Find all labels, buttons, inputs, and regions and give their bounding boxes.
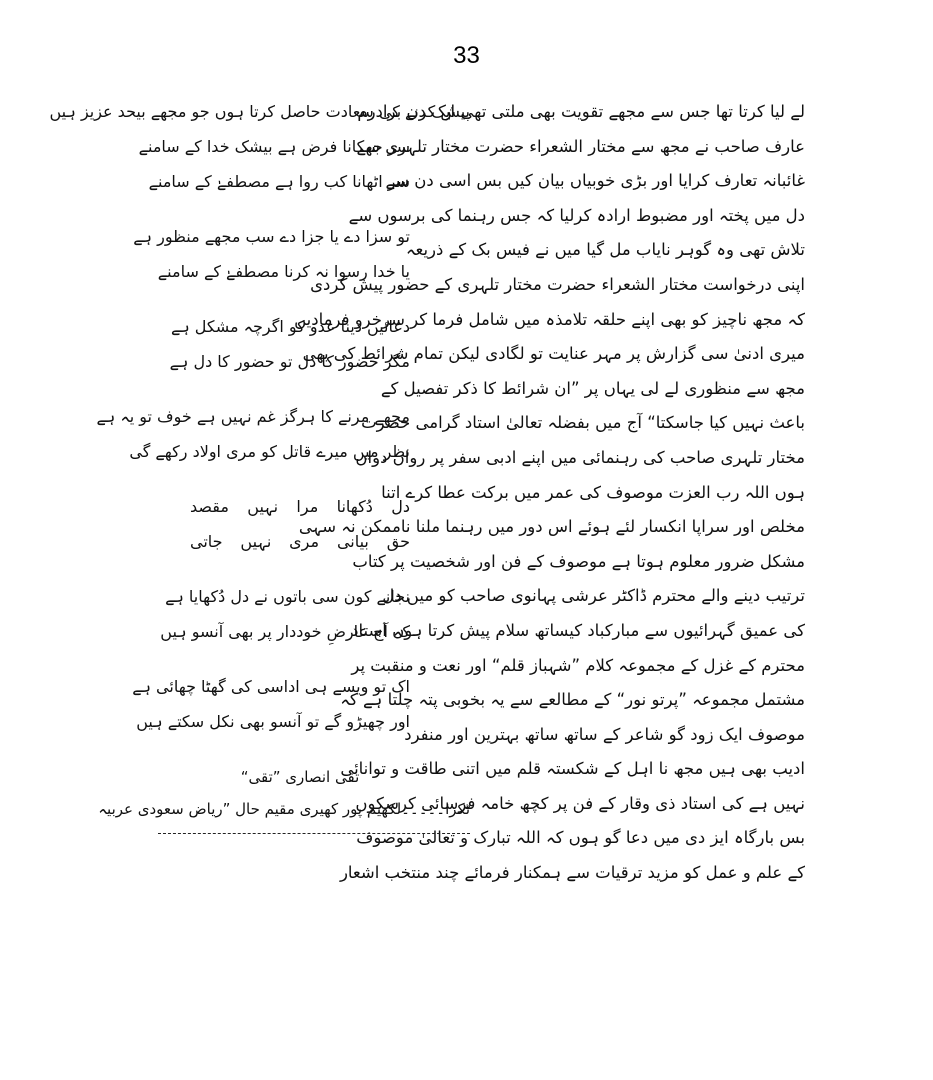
verse-line: سر اٹھانا کب روا ہے مصطفےٰ کے سامنے [148,172,410,191]
prose-line: مخلص اور سراپا انکسار لئے ہوئے اس دور میں رہنما ملنا ناممکن نہ سہی [298,517,805,537]
prose-line: ادیب بھی ہیں مجھ نا اہل کے شکستہ قلم میں اتنی طاقت و توانائی [340,759,805,779]
prose-line: بس بارگاہ ایز دی میں دعا گو ہوں کہ اللہ تبارک و تعالیٰ موصوف [356,828,805,848]
prose-line: نہیں ہے کی استاد ذی وقار کے فن پر کچھ خامہ فرسائی کرسکوں [355,793,805,813]
couplet [120,309,470,379]
prose-line: باعث نہیں کیا جاسکتا“ آج میں بفضلہ تعالیٰ استاد گرامی حضرت [361,413,805,433]
couplet [96,399,470,469]
prose-line: کہ مجھ ناچیز کو بھی اپنے حلقہ تلامذہ میں شامل فرما کر سرخرو فرمادیں [294,309,805,329]
page-number: 33 [453,42,480,69]
verse-line: سر جھکانا فرض ہے بیشک خدا کے سامنے [138,137,410,156]
prose-line: اپنی درخواست مختار الشعراء حضرت مختار تلہری کے حضور پیش کردی [310,274,805,294]
verse-line: اور چھیڑو گے تو آنسو بھی نکل سکتے ہیں [136,712,410,731]
verse-line: کہ آج عارضِ خوددار پر بھی آنسو ہیں [160,622,410,641]
prose-line: مشتمل مجموعہ ”پرتو نور“ کے مطالعے سے یہ بخوبی پتہ چلتا ہے کہ [340,690,805,710]
poetry-intro-line: پیش کرنے کی سعادت حاصل کرتا ہوں جو مجھے بیحد عزیز ہیں [49,102,470,121]
verse-line: حق بیانی مری نہیں جاتی [190,532,410,551]
author-address: ٹکرا۔۔۔۔۔لکھیم پور کھیری مقیم حال ”ریاض سعودی عربیہ [98,800,470,818]
prose-line: ترتیب دینے والے محترم ڈاکٹر عرشی پہانوی صاحب کو میں دل [382,586,805,606]
verse-line: دعائیں دینا عدو کو اگرچہ مشکل ہے [170,317,410,336]
verse-line: مجھے مرنے کا ہرگز غم نہیں ہے خوف تو یہ ہے [96,407,410,426]
prose-line: ہوں اللہ رب العزت موصوف کی عمر میں برکت عطا کرے اتنا [381,482,805,502]
couplet-list [96,129,470,739]
couplet [120,219,470,289]
couplet [120,129,470,199]
prose-line: مجھ سے منظوری لے لی یہاں پر ”ان شرائط کا ذکر تفصیل کے [380,378,805,398]
signature-block [98,761,470,834]
prose-line: کے علم و عمل کو مزید ترقیات سے ہمکنار فرمائے چند منتخب اشعار [339,863,805,883]
verse-line: یا خدا رسوا نہ کرنا مصطفےٰ کے سامنے [157,262,410,281]
poetry-column [49,95,470,834]
couplet [120,579,470,649]
verse-line: دل دُکھانا مرا نہیں مقصد [190,497,410,516]
couplet [120,669,470,739]
verse-line: تو سزا دے یا جزا دے سب مجھے منظور ہے [133,227,410,246]
prose-line: دل میں پختہ اور مضبوط ارادہ کرلیا کہ جس رہنما کی برسوں سے [348,205,805,225]
verse-line: نظر میں میرے قاتل کو مری اولاد رکھے گی [129,442,410,461]
prose-line: محترم کے غزل کے مجموعہ کلام ”شہباز قلم“ اور نعت و منقبت پر [351,655,805,675]
author-name: تقی انصاری ”تقی“ [240,768,360,786]
dashed-divider [158,833,470,834]
verse-line: مگر حضور کا دل تو حضور کا دل ہے [169,352,410,371]
couplet [120,489,470,559]
prose-line: کی عمیق گہرائیوں سے مبارکباد کیساتھ سلام پیش کرتا ہوں استاد [351,620,805,640]
prose-line: مختار تلہری صاحب کی رہنمائی میں اپنے ادبی سفر پر رواں دواں [355,447,805,467]
prose-line: میری ادنیٰ سی گزارش پر مہر عنایت تو لگادی لیکن تمام شرائط کی بھی [302,344,805,364]
verse-line: اک تو ویسے ہی اداسی کی گھٹا چھائی ہے [132,677,410,696]
prose-line: تلاش تھی وہ گوہر نایاب مل گیا میں نے فیس بک کے ذریعہ [405,240,805,260]
prose-line: لے لیا کرتا تھا جس سے مجھے تقویت بھی ملتی تھی ایک دن برادرم [357,102,805,121]
prose-line: غائبانہ تعارف کرایا اور بڑی خوبیاں بیان کیں بس اسی دن سے [385,171,805,191]
prose-line: مشکل ضرور معلوم ہوتا ہے موصوف کے فن اور شخصیت پر کتاب [352,551,805,571]
verse-line: نجانے کون سی باتوں نے دل دُکھایا ہے [165,587,410,606]
prose-line: عارف صاحب نے مجھ سے مختار الشعراء حضرت مختار تلہری سے [356,136,805,156]
prose-line: موصوف ایک زود گو شاعر کے ساتھ ساتھ بہترین اور منفرد [404,724,805,744]
